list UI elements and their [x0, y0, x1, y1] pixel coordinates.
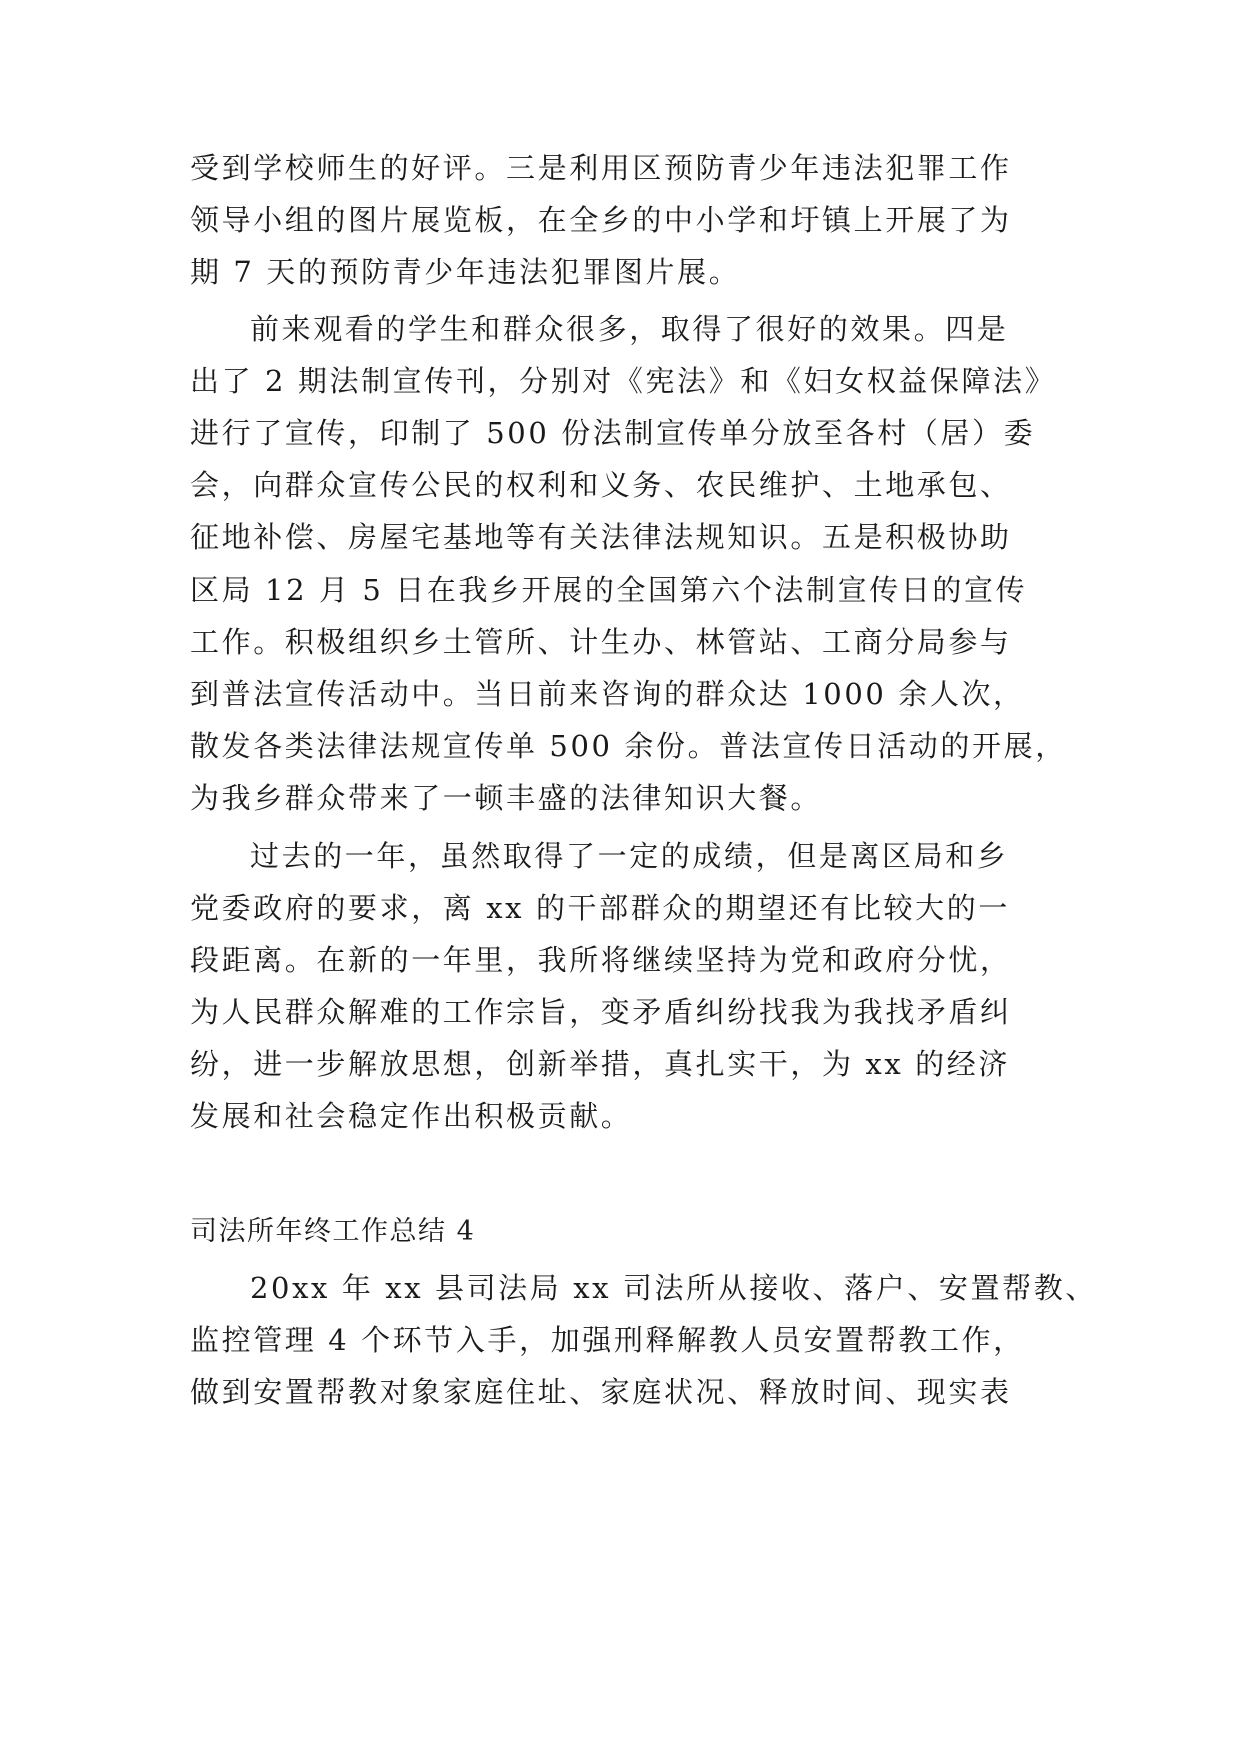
- body-text-line: 监控管理 4 个环节入手，加强刑释解教人员安置帮教工作，: [190, 1323, 1025, 1357]
- body-text-line: 期 7 天的预防青少年违法犯罪图片展。: [190, 255, 741, 289]
- body-text-line: 受到学校师生的好评。三是利用区预防青少年违法犯罪工作: [190, 151, 1012, 185]
- paragraph-first-line: 前来观看的学生和群众很多，取得了很好的效果。四是: [250, 312, 1009, 346]
- body-text-line: 党委政府的要求，离 xx 的干部群众的期望还有比较大的一: [190, 891, 1010, 925]
- body-text-line: 为人民群众解难的工作宗旨，变矛盾纠纷找我为我找矛盾纠: [190, 995, 1012, 1029]
- body-text-line: 做到安置帮教对象家庭住址、家庭状况、释放时间、现实表: [190, 1375, 1012, 1409]
- paragraph-first-line: 20xx 年 xx 县司法局 xx 司法所从接收、落户、安置帮教、: [250, 1271, 1097, 1305]
- paragraph-first-line: 过去的一年，虽然取得了一定的成绩，但是离区局和乡: [250, 839, 1009, 873]
- body-text-line: 段距离。在新的一年里，我所将继续坚持为党和政府分忧，: [190, 943, 1012, 977]
- body-text-line: 区局 12 月 5 日在我乡开展的全国第六个法制宣传日的宣传: [190, 573, 1028, 607]
- body-text-line: 会，向群众宣传公民的权利和义务、农民维护、土地承包、: [190, 468, 1012, 502]
- body-text-line: 为我乡群众带来了一顿丰盛的法律知识大餐。: [190, 781, 823, 815]
- body-text-line: 征地补偿、房屋宅基地等有关法律法规知识。五是积极协助: [190, 520, 1012, 554]
- body-text-line: 到普法宣传活动中。当日前来咨询的群众达 1000 余人次，: [190, 677, 1025, 711]
- body-text-line: 进行了宣传，印制了 500 份法制宣传单分放至各村（居）委: [190, 416, 1036, 450]
- body-text-line: 领导小组的图片展览板，在全乡的中小学和圩镇上开展了为: [190, 203, 1012, 237]
- body-text-line: 发展和社会稳定作出积极贡献。: [190, 1099, 633, 1133]
- body-text-line: 工作。积极组织乡土管所、计生办、林管站、工商分局参与: [190, 625, 1012, 659]
- body-text-line: 散发各类法律法规宣传单 500 余份。普法宣传日活动的开展，: [190, 729, 1067, 763]
- section-heading: 司法所年终工作总结 4: [190, 1216, 476, 1247]
- body-text-line: 出了 2 期法制宣传刊，分别对《宪法》和《妇女权益保障法》: [190, 364, 1057, 398]
- body-text-line: 纷，进一步解放思想，创新举措，真扎实干，为 xx 的经济: [190, 1047, 1010, 1081]
